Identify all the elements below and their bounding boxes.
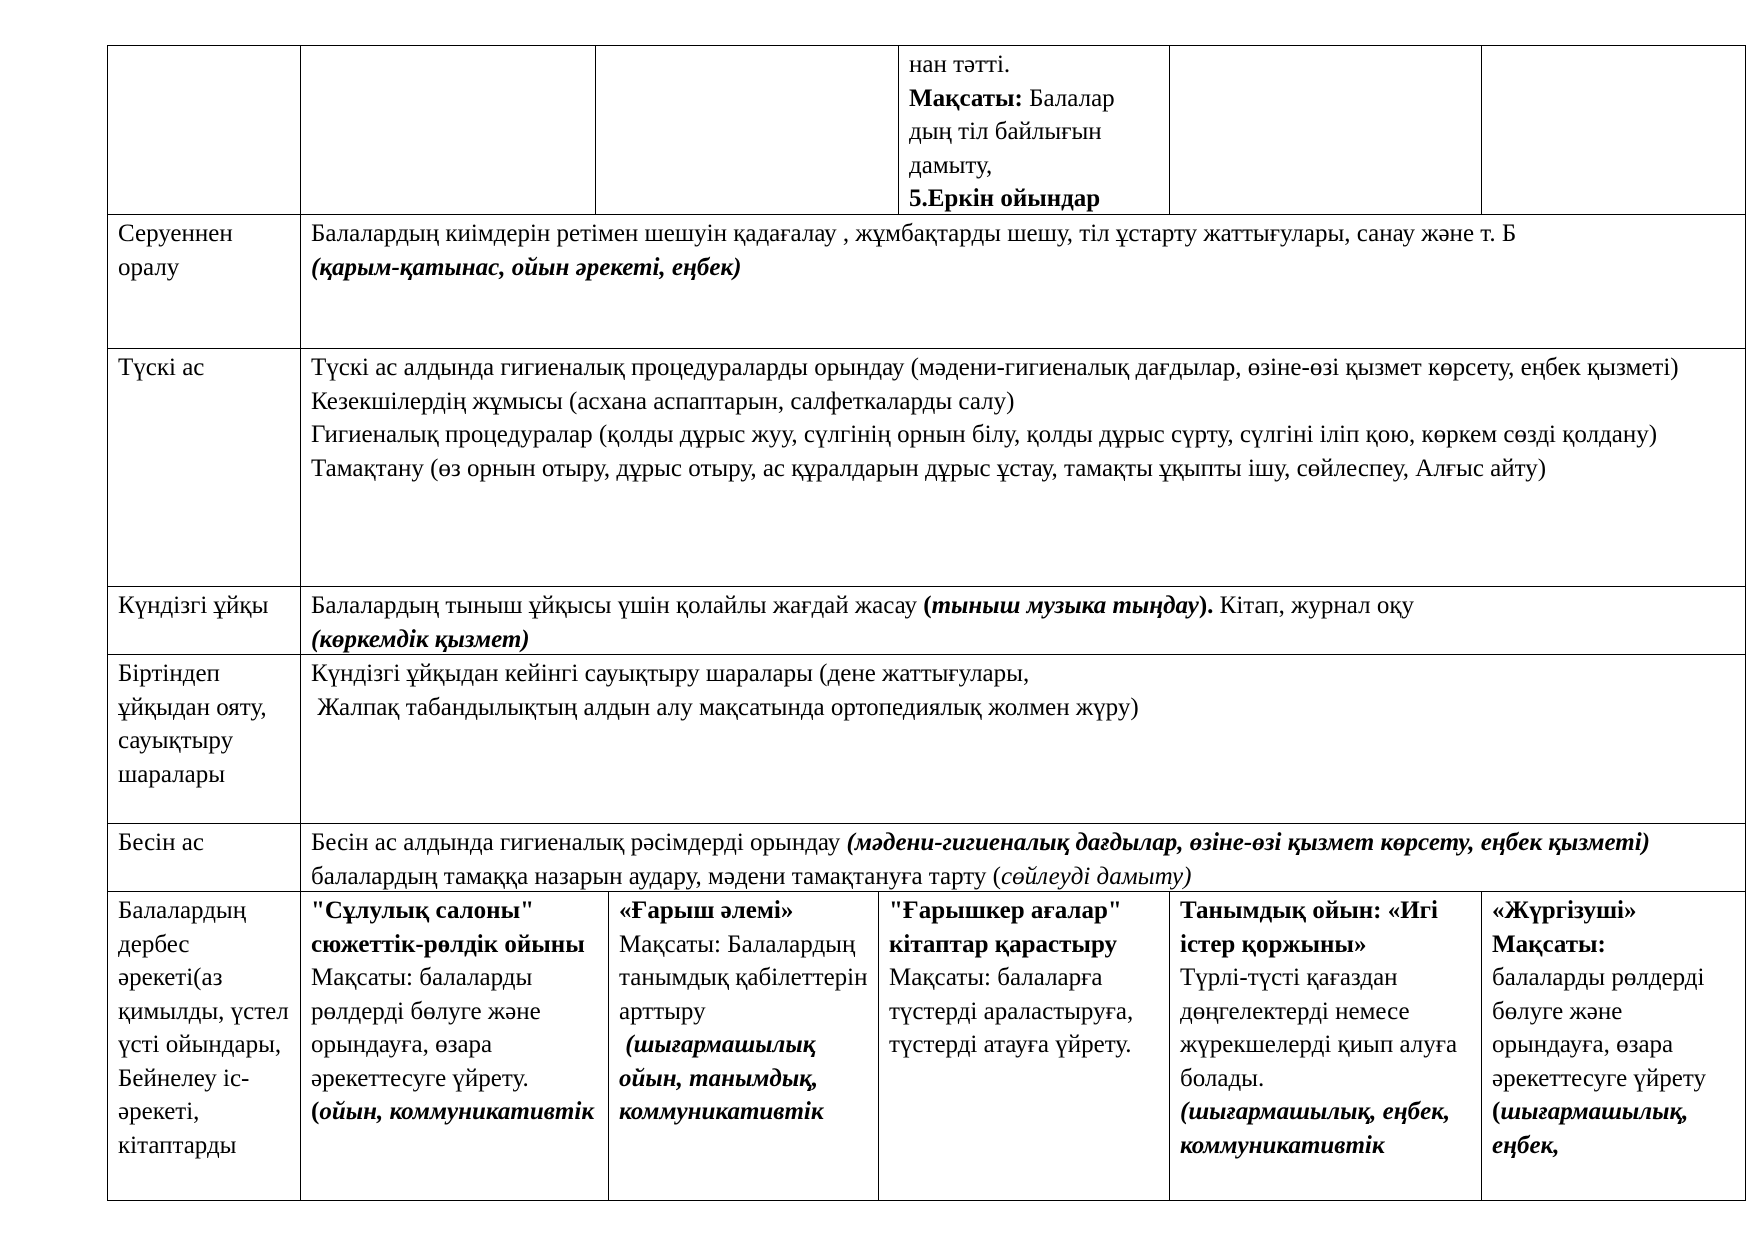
indep-col1-act-a: ( bbox=[311, 1098, 320, 1125]
row-indep-col5 bbox=[1482, 892, 1746, 1201]
snack-text-d: сөйлеуді дамыту) bbox=[1000, 862, 1192, 890]
row-lunch-content bbox=[301, 349, 1746, 587]
row-snack-label: Бесін ас bbox=[108, 824, 301, 892]
sleep-text-b-close: ). bbox=[1198, 592, 1214, 619]
row-snack-content bbox=[301, 824, 1746, 892]
sleep-text-b-italic: тыныш музыка тыңдау bbox=[931, 592, 1199, 619]
indep-col5-title: «Жүргізуші» bbox=[1492, 897, 1637, 924]
indep-col1-act bbox=[311, 1095, 598, 1129]
row-indep-col2 bbox=[609, 892, 879, 1201]
indep-col2-act: (шығармашылық ойын, танымдық, коммуникативтік bbox=[619, 1031, 825, 1125]
row-lunch-line3: Гигиеналық процедуралар (қолды дұрыс жуу, сүлгінің орнын білу, қолды дұрыс сүрту, сүлгіні іліп қою, көркем сөзді қолдану) bbox=[311, 421, 1658, 448]
row0-col3-cell bbox=[899, 46, 1170, 215]
indep-col3-title: "Ғарышкер ағалар" кітаптар қарастыру bbox=[889, 897, 1122, 958]
row0-col5-cell bbox=[1482, 46, 1746, 215]
sleep-text-b-open: ( bbox=[923, 592, 932, 619]
row-sleep-content bbox=[301, 587, 1746, 655]
row-lunch-line2: Кезекшілердің жұмысы (асхана аспаптарын, салфеткаларды салу) bbox=[311, 387, 1015, 415]
row-sleep-activity: (көркемдік қызмет) bbox=[311, 625, 530, 653]
indep-col3-text: Мақсаты: балаларға түстерді араластыруға, түстерді атауға үйрету. bbox=[889, 964, 1134, 1058]
purpose-label: Мақсаты: bbox=[909, 84, 1023, 112]
row0-col1-cell bbox=[301, 46, 596, 215]
row0-col4-cell bbox=[1170, 46, 1482, 215]
indep-col5-act-a: ( bbox=[1492, 1098, 1501, 1125]
row0-col3-purpose bbox=[909, 82, 1159, 183]
indep-col4-title: Танымдық ойын: «Игі істер қоржыны» bbox=[1180, 897, 1438, 958]
row-lunch-line4: Тамақтану (өз орнын отыру, дұрыс отыру, ас құралдарын дұрыс ұстау, тамақты ұқыпты ішу, сөйлеспеу, Алғыс айту) bbox=[311, 454, 1547, 482]
indep-col1-text: Мақсаты: балаларды рөлдерді бөлуге және орындауға, өзара әрекеттесуге үйрету. bbox=[311, 964, 541, 1092]
schedule-table bbox=[107, 45, 1746, 1201]
indep-col5-act-b: шығармашылық, еңбек, bbox=[1492, 1098, 1689, 1159]
snack-text-b: (мәдени-гигиеналық дағдылар, өзіне-өзі қызмет көрсету, еңбек қызметі) bbox=[846, 829, 1650, 856]
row-return-label: Серуеннен оралу bbox=[108, 215, 301, 349]
row-lunch-line1: Түскі ас алдында гигиеналық процедураларды орындау (мәдени-гигиеналық дағдылар, өзіне-өзі қызмет көрсету, еңбек қызметі) bbox=[311, 354, 1679, 381]
row-indep-label: Балалардың дербес әрекеті(аз қимылды, үстел үсті ойындары, Бейнелеу іс-әрекеті, кітаптарды bbox=[108, 892, 301, 1201]
row-return-content bbox=[301, 215, 1746, 349]
indep-col2-text: Мақсаты: Балалардың танымдық қабілеттерін арттыру bbox=[619, 930, 868, 1025]
row-wake-label: Біртіндеп ұйқыдан ояту, сауықтыру шаралары bbox=[108, 655, 301, 824]
indep-col5-label: Мақсаты: bbox=[1492, 930, 1606, 958]
sleep-text-c: Кітап, журнал оқу bbox=[1213, 592, 1414, 619]
sleep-text-a: Балалардың тыныш ұйқысы үшін қолайлы жағдай жасау bbox=[311, 592, 924, 619]
indep-col5-text: балаларды рөлдерді бөлуге және орындауға, өзара әрекеттесуге үйрету bbox=[1492, 964, 1706, 1092]
indep-col4-act: (шығармашылық, еңбек, коммуникативтік bbox=[1180, 1098, 1451, 1159]
row-snack-text bbox=[311, 826, 1735, 892]
indep-col1-title: "Сұлулық салоны" сюжеттік-рөлдік ойыны bbox=[311, 897, 585, 958]
row-return-text: Балалардың киімдерін ретімен шешуін қадағалау , жұмбақтарды шешу, тіл ұстарту жаттығулары, санау және т. Б bbox=[311, 220, 1517, 247]
row-indep-col4 bbox=[1170, 892, 1482, 1201]
row-sleep-text bbox=[311, 589, 1735, 623]
free-games-heading: 5.Еркін ойындар bbox=[909, 185, 1101, 212]
row0-label-cell bbox=[108, 46, 301, 215]
snack-text-c: балалардың тамаққа назарын аудару, мәдени тамақтануға тарту ( bbox=[311, 862, 1001, 890]
row-lunch-label: Түскі ас bbox=[108, 349, 301, 587]
snack-text-a: Бесін ас алдында гигиеналық рәсімдерді орындау bbox=[311, 829, 847, 856]
purpose-text: Балалар дың тіл байлығын дамыту, bbox=[909, 84, 1115, 179]
row-indep-col3 bbox=[879, 892, 1170, 1201]
row-wake-line1: Күндізгі ұйқыдан кейінгі сауықтыру шаралары (дене жаттығулары, bbox=[311, 660, 1030, 687]
row0-col3-line1: нан тәтті. bbox=[909, 51, 1011, 78]
row-wake-line2: Жалпақ табандылықтың алдын алу мақсатында ортопедиялық жолмен жүру) bbox=[311, 693, 1139, 721]
indep-col5-act bbox=[1492, 1095, 1735, 1162]
row-wake-content bbox=[301, 655, 1746, 824]
indep-col1-act-b: ойын, коммуникативтік bbox=[319, 1098, 594, 1125]
indep-col2-title: «Ғарыш әлемі» bbox=[619, 897, 794, 924]
row-sleep-label: Күндізгі ұйқы bbox=[108, 587, 301, 655]
row0-col2-cell bbox=[596, 46, 899, 215]
row-indep-col1 bbox=[301, 892, 609, 1201]
indep-col4-text: Түрлі-түсті қағаздан дөңгелектерді немесе жүрекшелерді қиып алуға болады. bbox=[1180, 964, 1458, 1092]
row-return-activities: (қарым-қатынас, ойын әрекеті, еңбек) bbox=[311, 253, 742, 281]
